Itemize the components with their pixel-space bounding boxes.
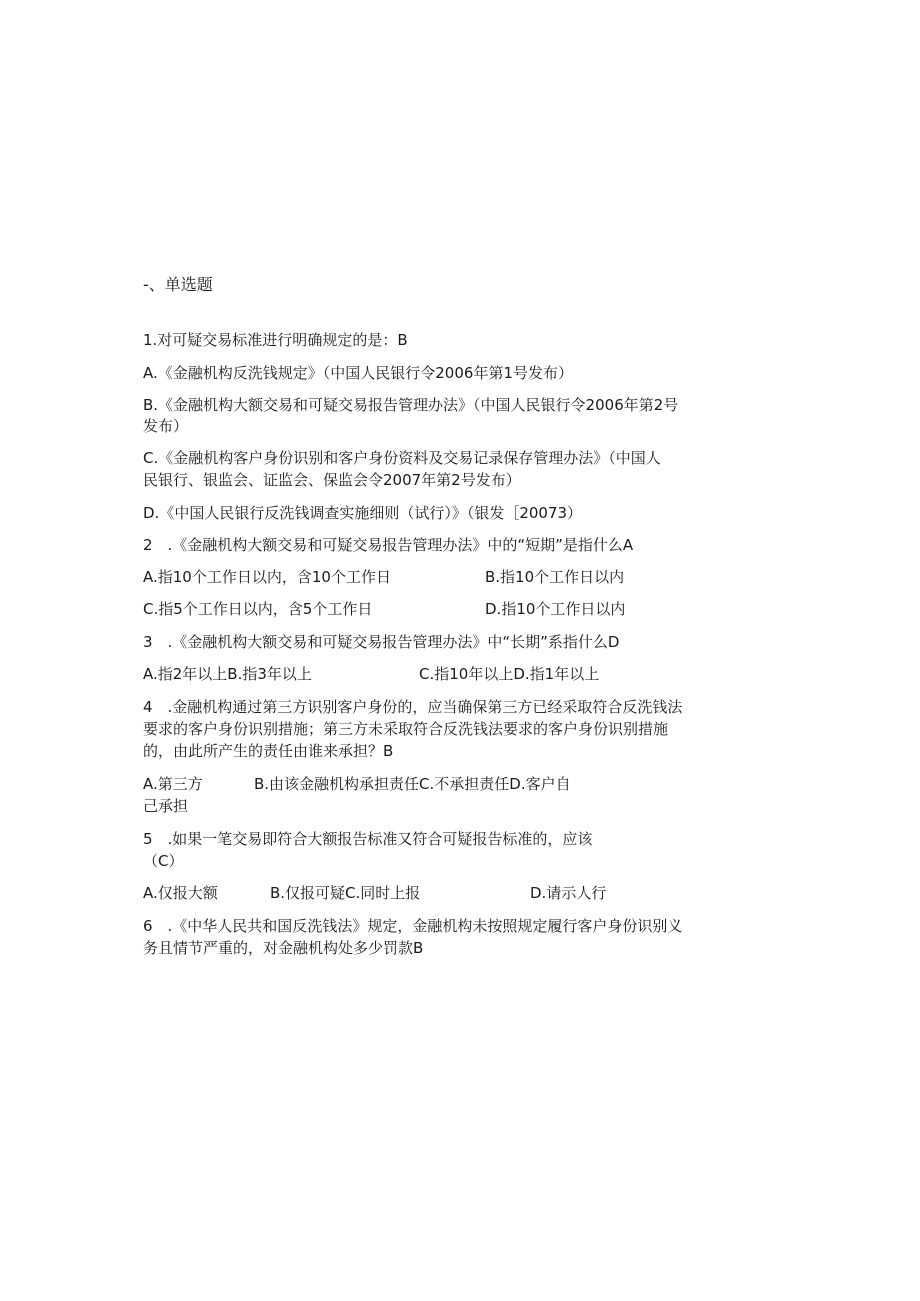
question-1-option-b-cont: 发布） (143, 417, 189, 435)
question-5-stem-line-2: （C） (143, 852, 184, 870)
section-heading: -、单选题 (143, 275, 213, 294)
question-1-option-c-cont: 民银行、银监会、证监会、保监会令2007年第2号发布） (143, 471, 521, 489)
question-2-option-d: D.指10个工作日以内 (485, 600, 626, 618)
question-1-option-b: B.《金融机构大额交易和可疑交易报告管理办法》（中国人民银行令2006年第2号 (143, 396, 679, 414)
question-2-option-a: A.指10个工作日以内，含10个工作日 (143, 568, 391, 586)
question-4-options-bcd: B.由该金融机构承担责任C.不承担责任D.客户自 (254, 775, 571, 793)
question-5-stem-line-1: 5 .如果一笔交易即符合大额报告标准又符合可疑报告标准的，应该 (143, 830, 593, 848)
question-2-option-b: B.指10个工作日以内 (485, 568, 625, 586)
question-4-options-cont: 己承担 (143, 797, 189, 815)
question-1-option-d: D.《中国人民银行反洗钱调查实施细则（试行）》（银发［20073） (143, 504, 583, 522)
question-4-stem-line-1: 4 .金融机构通过第三方识别客户身份的，应当确保第三方已经采取符合反洗钱法 (143, 698, 683, 716)
question-6-stem-line-2: 务且情节严重的，对金融机构处多少罚款B (143, 939, 424, 957)
question-2-stem: 2 .《金融机构大额交易和可疑交易报告管理办法》中的“短期”是指什么A (143, 536, 634, 554)
question-4-stem-line-2: 要求的客户身份识别措施；第三方未采取符合反洗钱法要求的客户身份识别措施 (143, 720, 669, 738)
question-5-options-bc: B.仅报可疑C.同时上报 (270, 884, 421, 902)
question-1-stem: 1.对可疑交易标准进行明确规定的是：B (143, 331, 408, 349)
question-3-options-cd: C.指10年以上D.指1年以上 (419, 665, 600, 683)
question-5-option-a: A.仅报大额 (143, 884, 218, 902)
question-4-stem-line-3: 的，由此所产生的责任由谁来承担？B (143, 742, 394, 760)
question-3-options-ab: A.指2年以上B.指3年以上 (143, 665, 312, 683)
question-6-stem-line-1: 6 .《中华人民共和国反洗钱法》规定，金融机构未按照规定履行客户身份识别义 (143, 917, 683, 935)
question-2-option-c: C.指5个工作日以内，含5个工作日 (143, 600, 373, 618)
question-3-stem: 3 .《金融机构大额交易和可疑交易报告管理办法》中“长期”系指什么D (143, 633, 620, 651)
question-1-option-c: C.《金融机构客户身份识别和客户身份资料及交易记录保存管理办法》（中国人 (143, 449, 661, 467)
question-1-option-a: A.《金融机构反洗钱规定》（中国人民银行令2006年第1号发布） (143, 364, 573, 382)
question-5-option-d: D.请示人行 (530, 884, 607, 902)
question-4-option-a: A.第三方 (143, 775, 203, 793)
